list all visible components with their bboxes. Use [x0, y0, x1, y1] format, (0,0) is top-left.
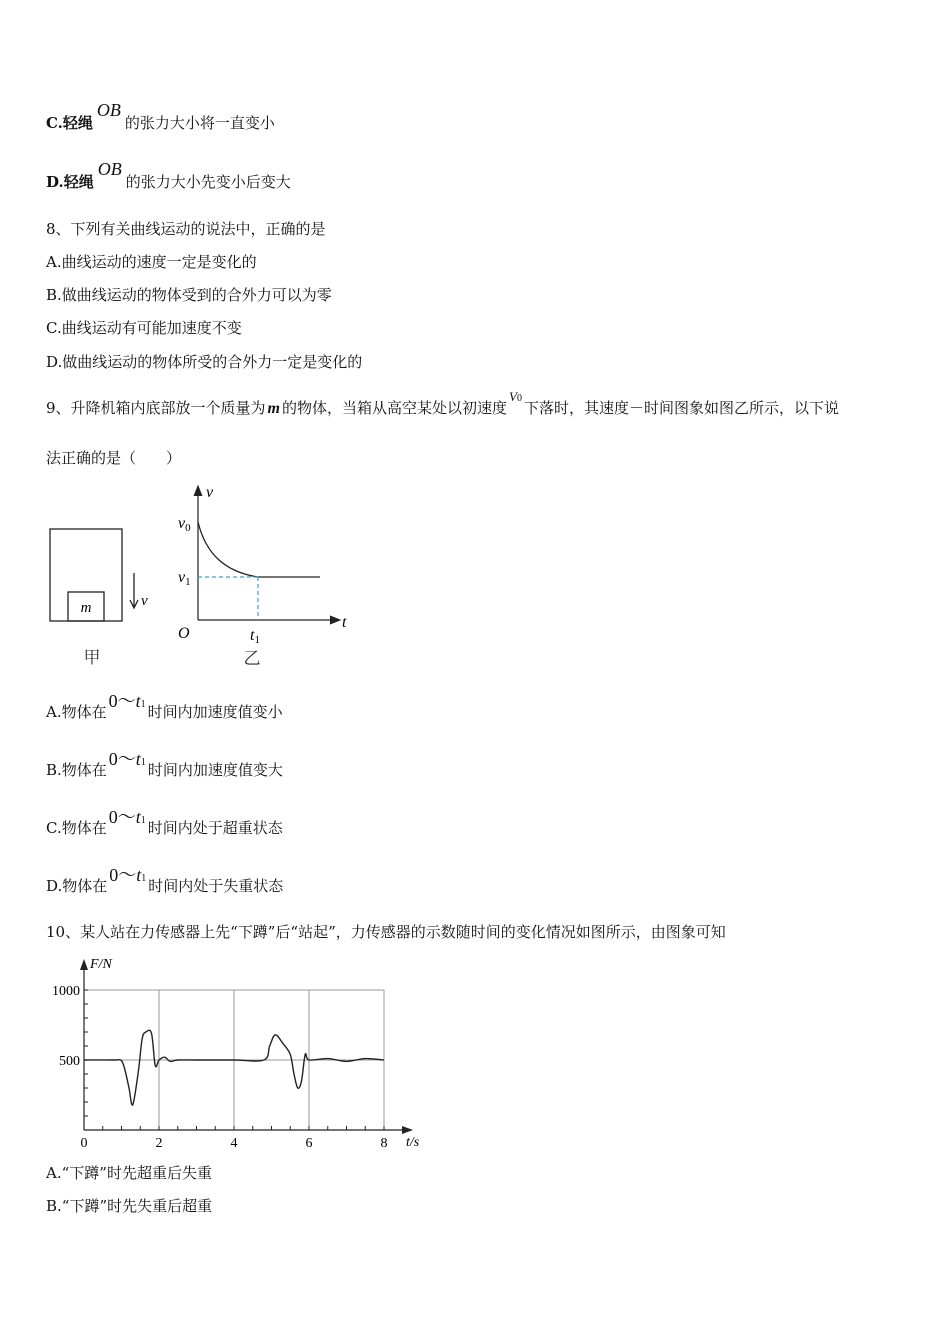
q7-option-c: [46, 100, 275, 133]
velocity-arrow-label: v: [141, 593, 148, 609]
caption-yi: 乙: [243, 649, 261, 668]
q9-option-d-time: 0～t1: [109, 865, 147, 885]
t1-label: t1: [250, 627, 260, 646]
q8-option-c: C.曲线运动有可能加速度不变: [46, 319, 242, 337]
q10-force-chart: [40, 950, 440, 1155]
y-axis-label: F/N: [90, 957, 112, 972]
y-tick-label: 1000: [52, 984, 80, 999]
q8-option-a: A.曲线运动的速度一定是变化的: [46, 253, 257, 271]
q9-option-b-text: 时间内加速度值变大: [147, 761, 283, 779]
q9-stem-part3: 下落时，其速度－时间图象如图乙所示，以下说: [523, 399, 839, 417]
x-tick-label: 0: [80, 1136, 88, 1151]
origin-label: O: [178, 625, 190, 642]
y-axis-arrow: [80, 959, 88, 970]
q7-option-d-prefix: D.轻绳: [46, 173, 94, 191]
q7-option-c-prefix: C.轻绳: [46, 114, 93, 132]
q9-option-a-time: 0～t1: [108, 691, 146, 711]
velocity-curve: [198, 522, 320, 577]
v-axis-label: v: [206, 484, 214, 501]
q9-option-a: [46, 691, 283, 725]
x-axis-label: t/s: [406, 1135, 420, 1150]
q9-figure-jia: [40, 515, 160, 675]
q10-option-b: B.“下蹲”时先失重后超重: [46, 1197, 213, 1215]
x-tick-label: 2: [155, 1136, 163, 1151]
q7-option-c-math: OB: [96, 100, 121, 120]
q8-stem: 8、下列有关曲线运动的说法中，正确的是: [46, 220, 326, 238]
q9-option-c: [46, 807, 283, 841]
v0-label: v0: [178, 515, 191, 534]
chart-ticks: [52, 984, 388, 1151]
q9-option-d-text: 时间内处于失重状态: [148, 877, 284, 895]
q9-stem-part1: 9、升降机箱内底部放一个质量为: [46, 399, 266, 417]
y-tick-label: 500: [59, 1054, 80, 1069]
q9-option-a-prefix: A.物体在: [46, 703, 107, 721]
q9-option-d-prefix: D.物体在: [46, 877, 108, 895]
q7-option-d: [46, 159, 291, 192]
v1-label: v1: [178, 569, 191, 588]
t-axis-label: t: [342, 614, 347, 631]
q9-stem-part2: 的物体，当箱从高空某处以初速度: [282, 399, 508, 417]
x-tick-label: 8: [380, 1136, 388, 1151]
mass-label: m: [80, 600, 92, 616]
x-tick-label: 6: [305, 1136, 313, 1151]
q9-figure-yi: [170, 480, 360, 675]
q8-option-d: D.做曲线运动的物体所受的合外力一定是变化的: [46, 353, 363, 371]
q9-option-d: [46, 865, 284, 899]
q9-stem-line2: 法正确的是（ ）: [46, 449, 182, 467]
q9-option-c-text: 时间内处于超重状态: [147, 819, 283, 837]
caption-jia: 甲: [83, 648, 101, 667]
q9-mass-symbol: m: [267, 400, 280, 417]
q8-option-b: B.做曲线运动的物体受到的合外力可以为零: [46, 286, 332, 304]
q9-option-c-prefix: C.物体在: [46, 819, 107, 837]
x-tick-label: 4: [230, 1136, 238, 1151]
chart-axes: [80, 959, 413, 1134]
q9-option-b-time: 0～t1: [108, 749, 146, 769]
q7-option-d-text: 的张力大小先变小后变大: [125, 173, 291, 191]
x-axis-arrow: [402, 1126, 413, 1134]
q10-option-a: A.“下蹲”时先超重后失重: [46, 1164, 212, 1182]
q9-option-b: [46, 749, 283, 783]
v-axis-arrow: [194, 486, 202, 496]
q9-option-c-time: 0～t1: [108, 807, 146, 827]
q9-option-a-text: 时间内加速度值变小: [147, 703, 283, 721]
q7-option-d-math: OB: [97, 159, 122, 179]
q9-stem-line1: [46, 389, 839, 421]
t-axis-arrow: [330, 616, 340, 624]
q9-option-b-prefix: B.物体在: [46, 761, 107, 779]
q10-stem: 10、某人站在力传感器上先“下蹲”后“站起”，力传感器的示数随时间的变化情况如图所示，由图象可知: [46, 923, 726, 941]
q9-v0-symbol: V0: [509, 389, 522, 404]
q7-option-c-text: 的张力大小将一直变小: [124, 114, 275, 132]
